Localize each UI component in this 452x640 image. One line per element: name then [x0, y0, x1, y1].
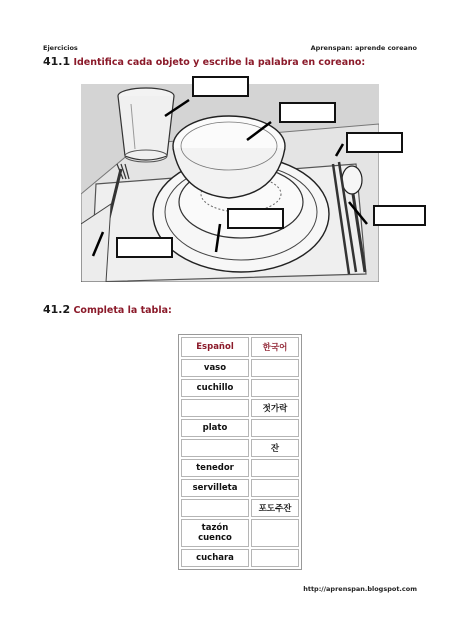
footer-url: http://aprenspan.blogspot.com [303, 585, 417, 593]
answer-box-2[interactable] [279, 102, 336, 123]
cell-korean[interactable]: 잔 [251, 439, 299, 457]
cell-korean[interactable]: 포도주잔 [251, 499, 299, 517]
cell-korean[interactable] [251, 519, 299, 547]
cell-spanish[interactable]: tenedor [181, 459, 249, 477]
table-row [181, 519, 299, 547]
cell-spanish[interactable]: plato [181, 419, 249, 437]
table-row [181, 479, 299, 497]
cell-spanish[interactable]: cuchara [181, 549, 249, 567]
cell-korean[interactable] [251, 419, 299, 437]
cell-korean[interactable] [251, 359, 299, 377]
cell-spanish[interactable] [181, 439, 249, 457]
table-row [181, 419, 299, 437]
cell-spanish[interactable]: cuchillo [181, 379, 249, 397]
answer-box-5[interactable] [227, 208, 284, 229]
cell-spanish[interactable]: vaso [181, 359, 249, 377]
exercise-2-instruction: Completa la tabla: [73, 305, 172, 316]
cell-spanish[interactable] [181, 399, 249, 417]
table-header-row [181, 337, 299, 357]
table-row [181, 359, 299, 377]
glass-drawing [118, 88, 174, 162]
vocabulary-table [178, 334, 302, 570]
exercise-1-instruction: Identifica cada objeto y escribe la palabra en coreano: [73, 57, 366, 68]
table-row [181, 439, 299, 457]
table-row [181, 549, 299, 567]
answer-box-4[interactable] [373, 205, 426, 226]
header-right: Aprenspan: aprende coreano [310, 44, 417, 52]
cell-korean[interactable] [251, 379, 299, 397]
header-left: Ejercicios [43, 44, 78, 52]
table-row [181, 499, 299, 517]
cell-spanish[interactable]: tazón cuenco [181, 519, 249, 547]
table-row [181, 399, 299, 417]
header-korean: 한국어 [251, 337, 299, 357]
exercise-1-number: 41.1 [43, 55, 71, 68]
cell-spanish[interactable] [181, 499, 249, 517]
header-spanish: Español [181, 337, 249, 357]
cell-korean[interactable] [251, 479, 299, 497]
cell-korean[interactable] [251, 549, 299, 567]
table-row [181, 459, 299, 477]
exercise-2-number: 41.2 [43, 303, 71, 316]
exercise-1-title [43, 55, 365, 68]
table-row [181, 379, 299, 397]
cell-korean[interactable]: 젓가락 [251, 399, 299, 417]
exercise-2-title [43, 303, 172, 316]
answer-box-3[interactable] [346, 132, 403, 153]
answer-box-1[interactable] [192, 76, 249, 97]
answer-box-6[interactable] [116, 237, 173, 258]
cell-korean[interactable] [251, 459, 299, 477]
cell-spanish[interactable]: servilleta [181, 479, 249, 497]
